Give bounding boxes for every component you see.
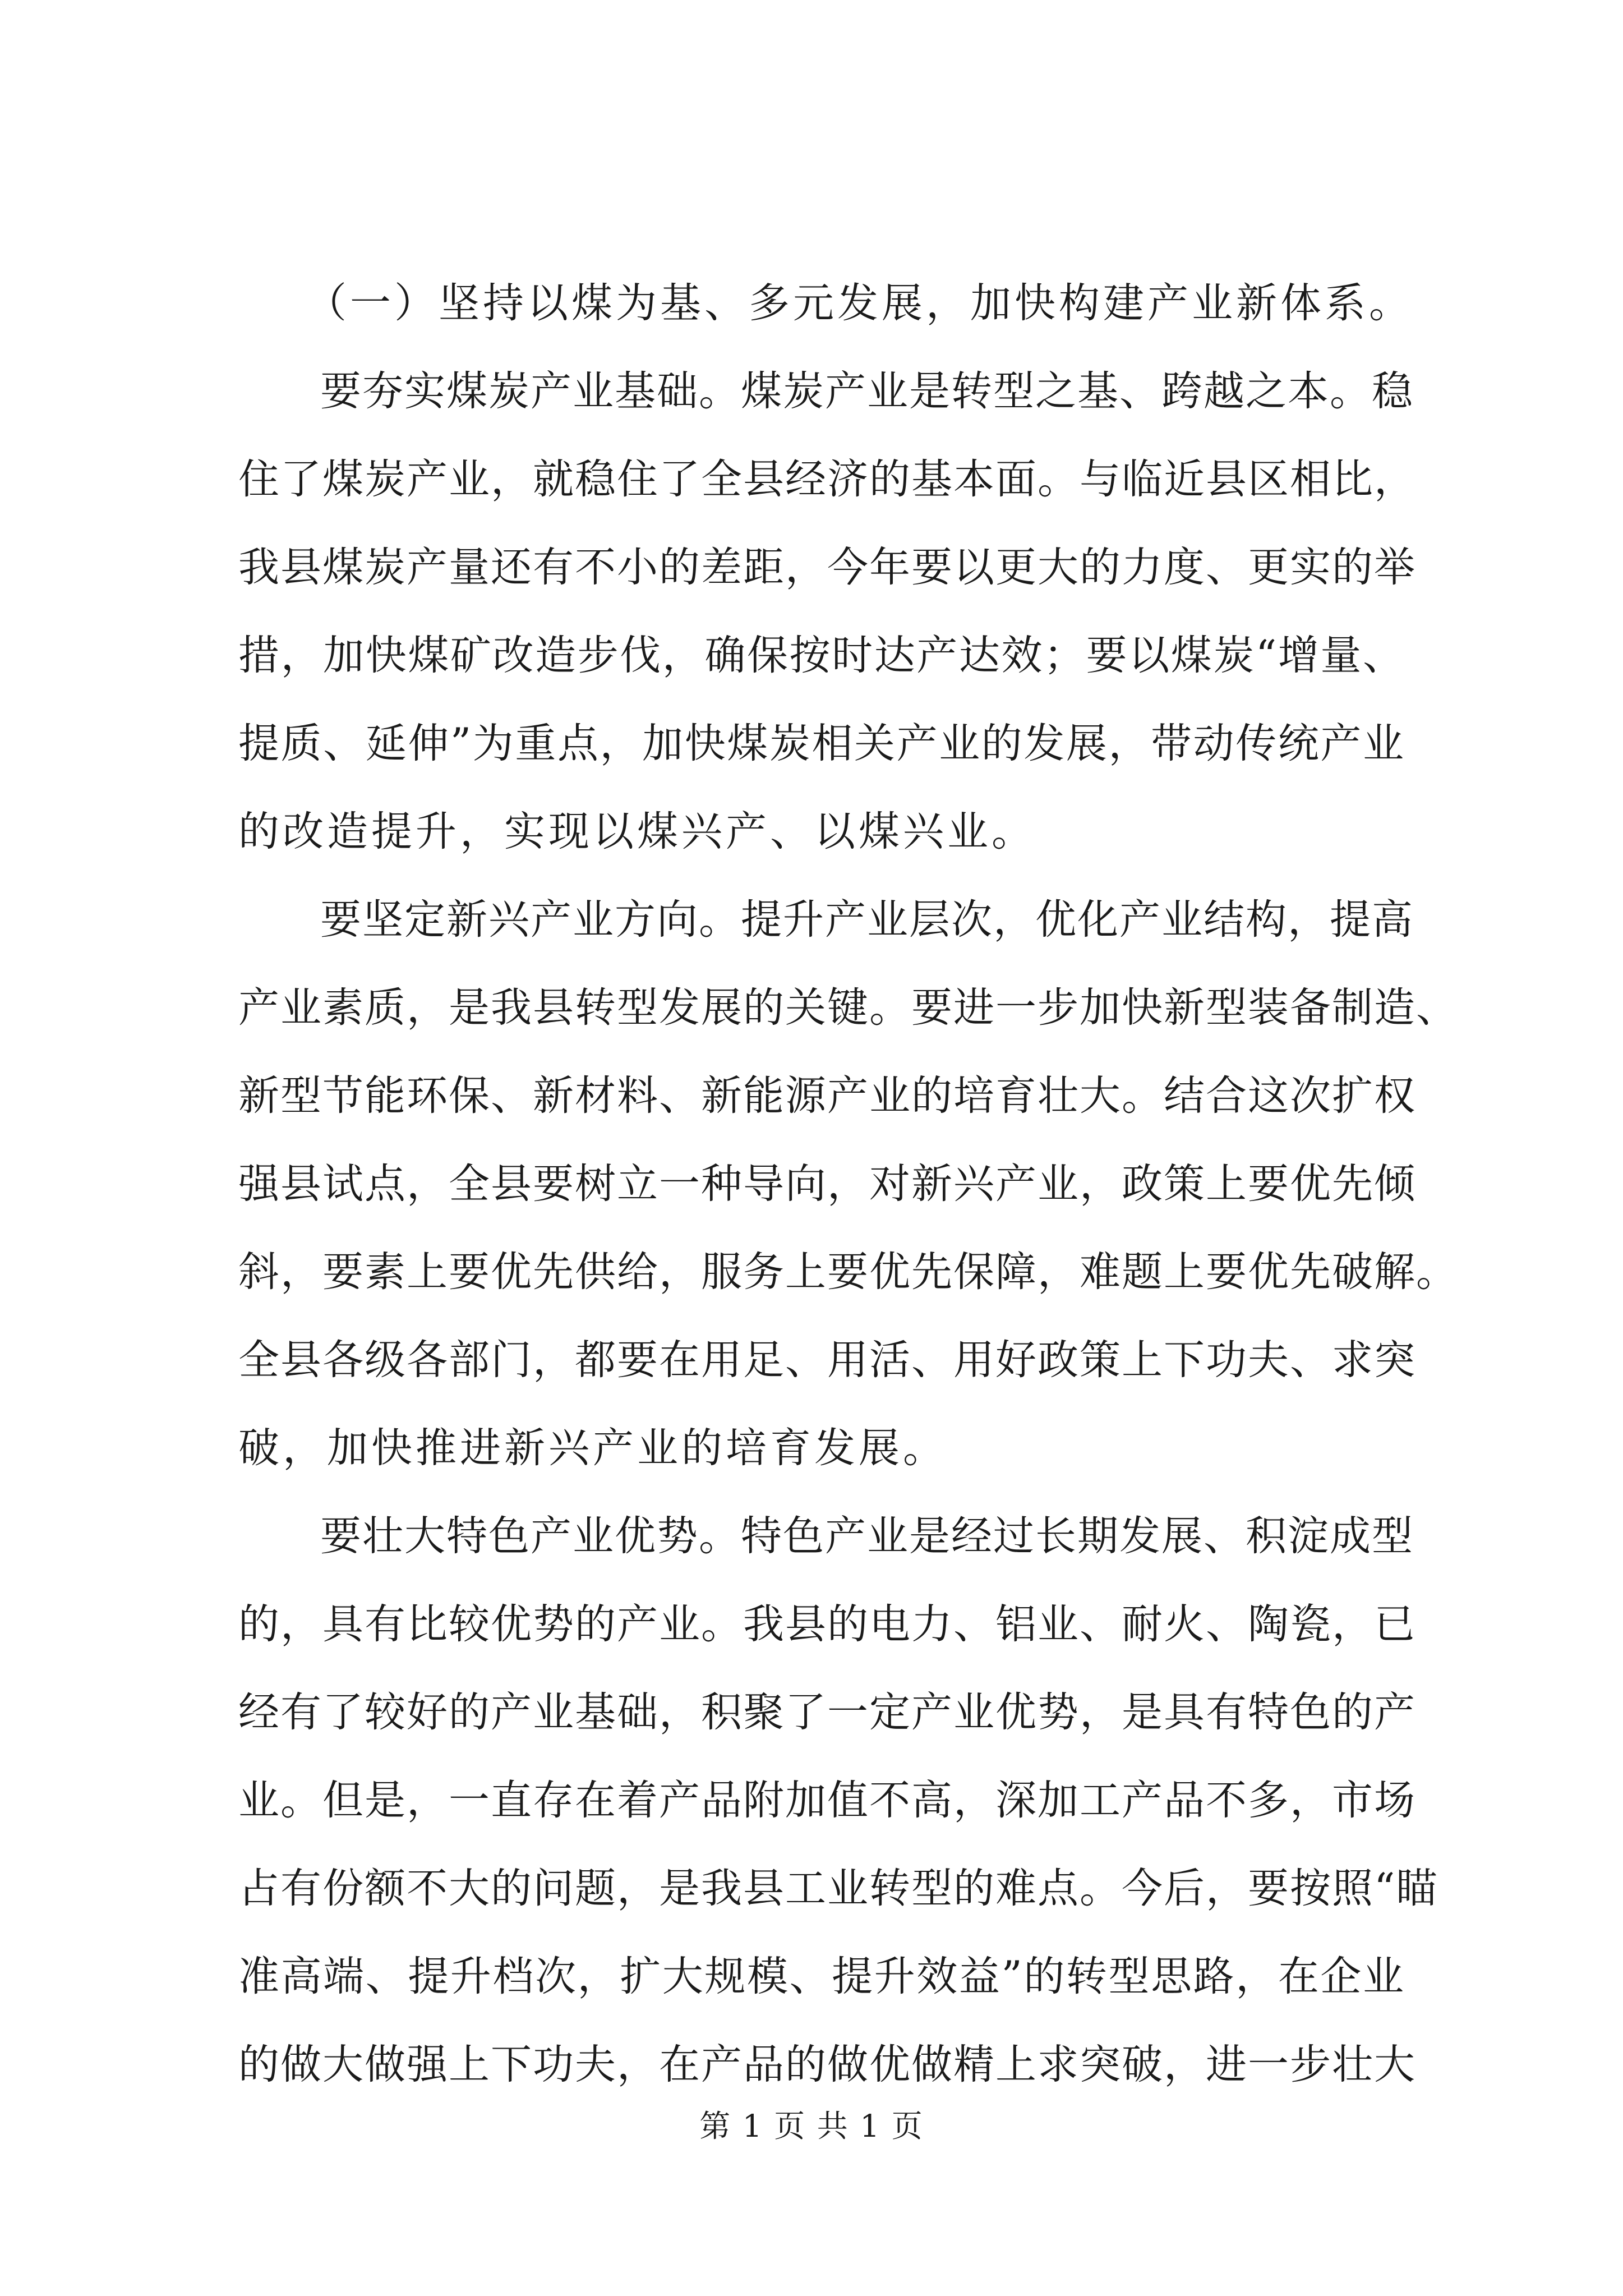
paragraph-line: 新型节能环保、新材料、新能源产业的培育壮大。结合这次扩权 [238, 1072, 1416, 1120]
paragraph-line: 斜，要素上要优先供给，服务上要优先保障，难题上要优先破解。 [238, 1248, 1458, 1296]
paragraph-coal-industry [238, 347, 1416, 876]
paragraph-line: 产业素质，是我县转型发展的关键。要进一步加快新型装备制造、 [238, 984, 1458, 1032]
paragraph-line: 准高端、提升档次，扩大规模、提升效益”的转型思路，在企业 [238, 1953, 1405, 2000]
paragraph-line: 要壮大特色产业优势。特色产业是经过长期发展、积淀成型 [320, 1512, 1414, 1560]
paragraph-line: 住了煤炭产业，就稳住了全县经济的基本面。与临近县区相比， [238, 455, 1416, 503]
paragraph-line: 我县煤炭产量还有不小的差距，今年要以更大的力度、更实的举 [238, 544, 1416, 591]
paragraph-line: 的做大做强上下功夫，在产品的做优做精上求突破，进一步壮大 [238, 2041, 1416, 2088]
section-heading: （一）坚持以煤为基、多元发展，加快构建产业新体系。 [306, 279, 1413, 327]
paragraph-line: 提质、延伸”为重点，加快煤炭相关产业的发展，带动传统产业 [238, 720, 1405, 767]
paragraph-line: 的，具有比较优势的产业。我县的电力、铝业、耐火、陶瓷，已 [238, 1600, 1416, 1648]
page-number-footer: 第 1 页 共 1 页 [699, 2108, 924, 2144]
paragraph-line: 全县各级各部门，都要在用足、用活、用好政策上下功夫、求突 [238, 1336, 1416, 1384]
paragraph-line: 要坚定新兴产业方向。提升产业层次，优化产业结构，提高 [320, 896, 1414, 944]
paragraph-line: 要夯实煤炭产业基础。煤炭产业是转型之基、跨越之本。稳 [320, 367, 1414, 415]
paragraph-line: 破，加快推进新兴产业的培育发展。 [238, 1424, 947, 1472]
paragraph-line: 占有份额不大的问题，是我县工业转型的难点。今后，要按照“瞄 [238, 1865, 1438, 1912]
document-body [238, 259, 1458, 2109]
paragraph-line: 的改造提升，实现以煤兴产、以煤兴业。 [238, 808, 1036, 855]
paragraph-line: 强县试点，全县要树立一种导向，对新兴产业，政策上要优先倾 [238, 1160, 1416, 1208]
paragraph-line: 措，加快煤矿改造步伐，确保按时达产达效；要以煤炭“增量、 [238, 632, 1405, 679]
paragraph-line: 业。但是，一直存在着产品附加值不高，深加工产品不多，市场 [238, 1777, 1416, 1824]
paragraph-line: 经有了较好的产业基础，积聚了一定产业优势，是具有特色的产 [238, 1688, 1416, 1736]
paragraph-characteristic-industry [238, 1492, 1438, 2109]
paragraph-emerging-industry [238, 876, 1458, 1492]
